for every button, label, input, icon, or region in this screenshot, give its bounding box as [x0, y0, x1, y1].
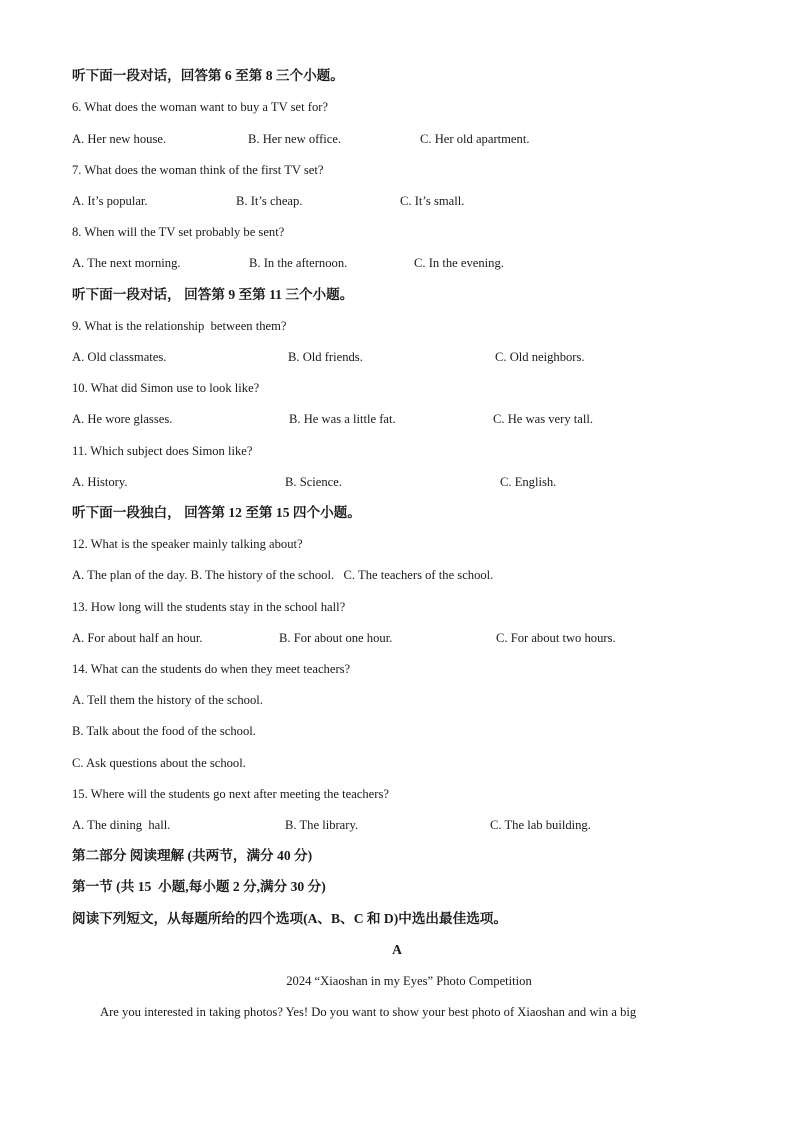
q10-option-b: B. He was a little fat. [289, 412, 396, 426]
question-9: 9. What is the relationship between them? [72, 319, 287, 333]
q14-option-a: A. Tell them the history of the school. [72, 693, 263, 707]
q7-option-a: A. It’s popular. [72, 194, 148, 208]
q14-option-c: C. Ask questions about the school. [72, 756, 246, 770]
question-6: 6. What does the woman want to buy a TV set for? [72, 100, 329, 114]
section-heading-dialogue-6-8: 听下面一段对话，回答第 6 至第 8 三个小题。 [72, 68, 344, 83]
q7-option-c: C. It’s small. [400, 194, 465, 208]
q9-option-c: C. Old neighbors. [495, 350, 585, 364]
q11-option-b: B. Science. [285, 475, 343, 489]
part2-section1-heading: 第一节 (共 15 小题,每小题 2 分,满分 30 分) [72, 879, 326, 894]
q6-option-c: C. Her old apartment. [420, 132, 530, 146]
part2-heading: 第二部分 阅读理解 (共两节，满分 40 分) [72, 848, 313, 863]
question-14: 14. What can the students do when they meet teachers? [72, 662, 351, 676]
passage-title: 2024 “Xiaoshan in my Eyes” Photo Competition [286, 974, 532, 988]
section-heading-dialogue-9-11: 听下面一段对话， 回答第 9 至第 11 三个小题。 [72, 287, 354, 302]
part2-instruction: 阅读下列短文，从每题所给的四个选项(A、B、C 和 D)中选出最佳选项。 [72, 911, 507, 926]
q12-options: A. The plan of the day. B. The history of the school. C. The teachers of the school. [72, 568, 494, 582]
q10-option-c: C. He was very tall. [493, 412, 594, 426]
passage-label: A [392, 942, 402, 957]
q9-option-b: B. Old friends. [288, 350, 363, 364]
q6-option-b: B. Her new office. [248, 132, 342, 146]
q15-option-c: C. The lab building. [490, 818, 591, 832]
q8-option-c: C. In the evening. [414, 256, 504, 270]
question-11: 11. Which subject does Simon like? [72, 444, 253, 458]
q11-option-a: A. History. [72, 475, 128, 489]
question-12: 12. What is the speaker mainly talking about? [72, 537, 303, 551]
question-8: 8. When will the TV set probably be sent? [72, 225, 285, 239]
q14-option-b: B. Talk about the food of the school. [72, 724, 256, 738]
section-heading-monologue-12-15: 听下面一段独白， 回答第 12 至第 15 四个小题。 [72, 505, 361, 520]
question-7: 7. What does the woman think of the first TV set? [72, 163, 324, 177]
q15-option-a: A. The dining hall. [72, 818, 171, 832]
q7-option-b: B. It’s cheap. [236, 194, 303, 208]
q13-option-b: B. For about one hour. [279, 631, 393, 645]
q6-option-a: A. Her new house. [72, 132, 167, 146]
q13-option-a: A. For about half an hour. [72, 631, 203, 645]
q15-option-b: B. The library. [285, 818, 359, 832]
q13-option-c: C. For about two hours. [496, 631, 616, 645]
q11-option-c: C. English. [500, 475, 557, 489]
q9-option-a: A. Old classmates. [72, 350, 167, 364]
passage-text-line: Are you interested in taking photos? Yes! Do you want to show your best photo of Xiaoshan and win a big [100, 1005, 637, 1019]
q8-option-a: A. The next morning. [72, 256, 181, 270]
question-15: 15. Where will the students go next after meeting the teachers? [72, 787, 389, 801]
question-13: 13. How long will the students stay in the school hall? [72, 600, 346, 614]
question-10: 10. What did Simon use to look like? [72, 381, 260, 395]
q10-option-a: A. He wore glasses. [72, 412, 173, 426]
q8-option-b: B. In the afternoon. [249, 256, 348, 270]
